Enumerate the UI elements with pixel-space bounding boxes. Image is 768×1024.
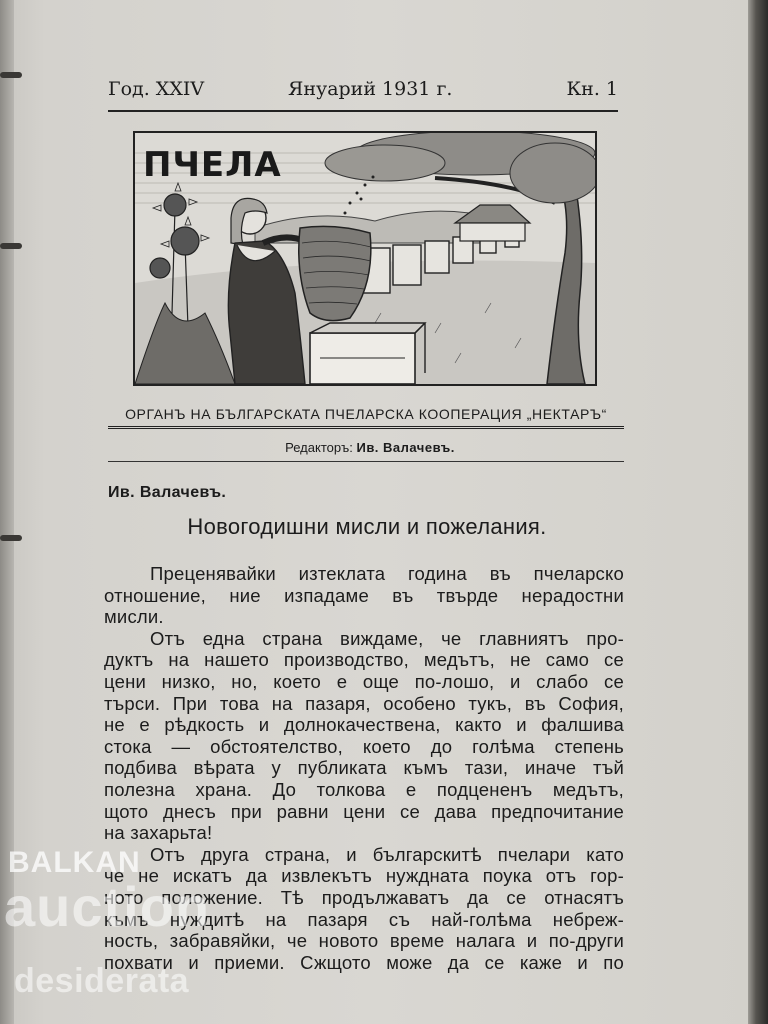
text-line: че не искатъ да извлекътъ нуждната поука отъ гор- — [104, 865, 624, 887]
article-body — [104, 563, 624, 973]
text-line: стока — обстоятелство, което до голѣма степень — [104, 735, 624, 757]
article-author: Ив. Валачевъ. — [108, 484, 227, 501]
text-line: дуктъ на нашето производство, медътъ, не само се — [104, 649, 624, 671]
editor-label: Редакторъ: — [285, 440, 353, 455]
text-line: Отъ друга страна, и българскитѣ пчелари като — [150, 843, 624, 865]
binding-hole — [0, 243, 22, 249]
masthead-illustration — [133, 131, 597, 386]
page-stack-edge — [748, 0, 768, 1024]
text-line: ность, забравяйки, че новото време налага и по-други — [104, 930, 624, 952]
text-line: не е рѣдкость и долнокачествена, както и фалшива — [104, 714, 624, 736]
text-line: Отъ една страна виждаме, че главниятъ про- — [150, 627, 624, 649]
watermark-line-1: BALKAN — [8, 846, 141, 879]
text-line: Преценявайки изтеклата година въ пчеларско — [150, 563, 624, 584]
text-line: цени низко, но, което е още по-лошо, и слабо се — [104, 670, 624, 692]
text-line: подбива вѣрата у публиката къмъ тази, иначе тъй — [104, 757, 624, 779]
issue-date: Януарий 1931 г. — [288, 78, 453, 100]
publisher-rule — [108, 426, 624, 429]
article-title: Новогодишни мисли и пожелания. — [187, 514, 547, 539]
watermark-line-2: auction — [4, 875, 211, 938]
text-line: похвати и приеми. Сжщото може да се каже и по — [104, 951, 624, 973]
publisher-line: ОРГАНЪ НА БЪЛГАРСКАТА ПЧЕЛАРСКА КООПЕРАЦИЯ „НЕКТАРЪ“ — [125, 406, 607, 422]
text-line: търси. При това на пазаря, особено тукъ, въ София, — [104, 692, 624, 714]
binding-hole — [0, 535, 22, 541]
binding-hole — [0, 72, 22, 78]
page-binding — [0, 0, 14, 1024]
text-line: къмъ нуждитѣ на пазаря съ най-голѣма небреж- — [104, 908, 624, 930]
text-line: полезна храна. До толкова е подцененъ медътъ, — [104, 778, 624, 800]
editor-rule — [108, 461, 624, 462]
text-line: отношение, ние изпадаме въ твърде нерадостни — [104, 584, 624, 606]
text-line: на захарьта! — [104, 822, 213, 844]
text-line: мисли. — [104, 606, 164, 628]
masthead-rule — [108, 110, 618, 112]
issue-number: Кн. 1 — [566, 78, 618, 100]
watermark-line-3: desiderata — [14, 962, 190, 1000]
volume-year: Год. XXIV — [108, 78, 205, 100]
text-line: ното положение. Тѣ продължаватъ да се отнасятъ — [104, 886, 624, 908]
editor-name: Ив. Валачевъ. — [356, 440, 455, 455]
magazine-logo: ПЧЕЛА — [143, 145, 282, 185]
text-line: щото днесъ при равни цени се дава предпочитание — [104, 800, 624, 822]
editor-line — [200, 440, 540, 455]
masthead — [108, 78, 618, 116]
